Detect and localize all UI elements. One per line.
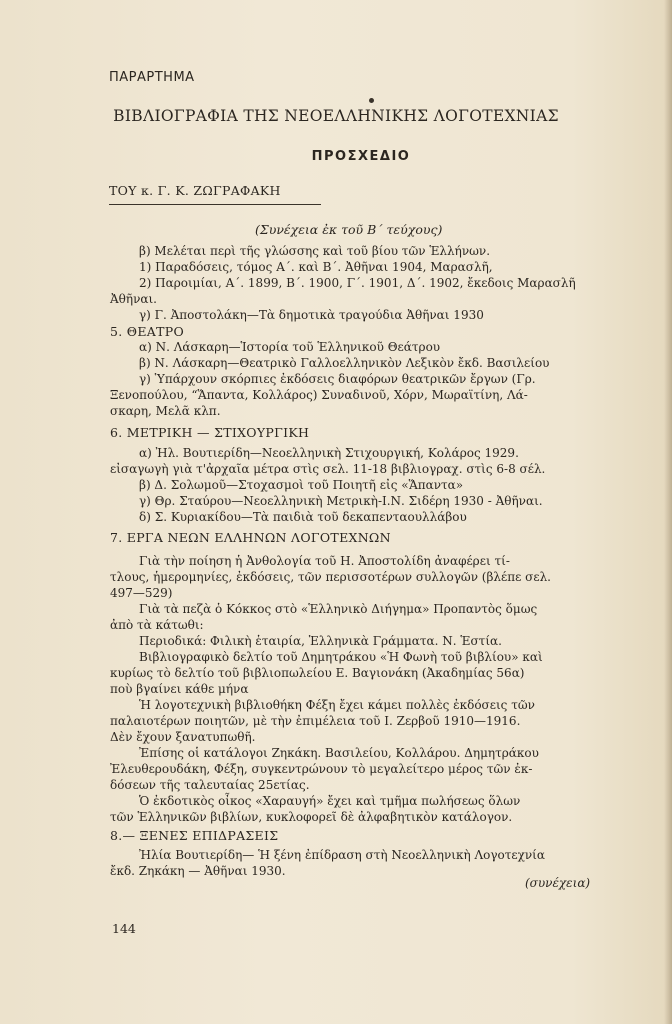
- text-line: Ἐλευθερουδάκη, Φέξη, συγκεντρώνουν τὸ μεγαλείτερο μέρος τῶν ἐκ-: [110, 762, 533, 776]
- text-line: τῶν Ἑλληνικῶν βιβλίων, κυκλοφορεῖ δὲ ἀλφαβητικὸν κατάλογον.: [110, 810, 513, 824]
- text-line: κυρίως τὸ δελτίο τοῦ βιβλιοπωλείου Ε. Βαγιονάκη (Ἀκαδημίας 56α): [110, 666, 525, 680]
- text-line: β) Δ. Σολωμοῦ—Στοχασμοὶ τοῦ Ποιητῆ εἰς «Ἅπαντα»: [139, 478, 464, 492]
- text-line: α) Ἠλ. Βουτιερίδη—Νεοελληνικὴ Στιχουργική, Κολάρος 1929.: [139, 446, 519, 460]
- text-line: Ξενοπούλου, “Ἅπαντα, Κολλάρος) Συναδινοῦ, Χόρν, Μωραϊτίνη, Λά-: [110, 388, 528, 402]
- text-line: παλαιοτέρων ποιητῶν, μὲ τὴν ἐπιμέλεια τοῦ Ι. Ζερβοῦ 1910—1916.: [110, 714, 521, 728]
- text-line: α) Ν. Λάσκαρη—Ἱστορία τοῦ Ἑλληνικοῦ Θεάτρου: [139, 340, 441, 354]
- section-heading: 8.— ΞΕΝΕΣ ΕΠΙΔΡΑΣΕΙΣ: [110, 828, 279, 843]
- text-line: δόσεων τῆς ταλευταίας 25ετίας.: [110, 778, 310, 792]
- text-line: τλους, ἡμερομηνίες, ἐκδόσεις, τῶν περισσοτέρων συλλογῶν (βλέπε σελ.: [110, 570, 551, 584]
- text-line: γ) Θρ. Σταύρου—Νεοελληνικὴ Μετρικὴ-Ι.Ν. Σιδέρη 1930 - Ἀθῆναι.: [139, 494, 543, 508]
- continued-note: (συνέχεια): [525, 876, 591, 890]
- text-line: Ἐπίσης οἱ κατάλογοι Ζηκάκη. Βασιλείου, Κολλάρου. Δημητράκου: [139, 746, 539, 760]
- text-line: 497—529): [110, 586, 173, 600]
- section-heading: 7. ΕΡΓΑ ΝΕΩΝ ΕΛΛΗΝΩΝ ΛΟΓΟΤΕΧΝΩΝ: [110, 530, 391, 545]
- text-line: δ) Σ. Κυριακίδου—Τὰ παιδιὰ τοῦ δεκαπενταουλλάβου: [139, 510, 467, 524]
- section-heading: 5. ΘΕΑΤΡΟ: [110, 324, 184, 339]
- text-line: ἀπὸ τὰ κάτωθι:: [110, 618, 204, 632]
- continuation-note: (Συνέχεια ἐκ τοῦ Β΄ τεύχους): [255, 222, 443, 237]
- text-line: Ἠλία Βουτιερίδη— Ἡ ξένη ἐπίδραση στὴ Νεοελληνικὴ Λογοτεχνία: [139, 848, 545, 862]
- author-underline: [109, 204, 321, 205]
- text-line: Γιὰ τὰ πεζὰ ὁ Κόκκος στὸ «Ἑλληνικὸ Διήγημα» Προπαντὸς ὅμως: [139, 602, 538, 616]
- appendix-heading: ΠΑΡΑΡΤΗΜΑ: [109, 70, 195, 85]
- text-line: γ) Ὑπάρχουν σκόρπιες ἐκδόσεις διαφόρων θεατρικῶν ἔργων (Γρ.: [139, 372, 536, 386]
- text-line: εἰσαγωγὴ γιὰ τ'ἀρχαῖα μέτρα στὶς σελ. 11-18 βιβλιογραχ. στὶς 6-8 σέλ.: [110, 462, 546, 476]
- section-heading: 6. ΜΕΤΡΙΚΗ — ΣΤΙΧΟΥΡΓΙΚΗ: [110, 425, 310, 440]
- text-line: Ἡ λογοτεχνικὴ βιβλιοθήκη Φέξη ἔχει κάμει πολλὲς ἐκδόσεις τῶν: [139, 698, 535, 712]
- text-line: β) Μελέται περὶ τῆς γλώσσης καὶ τοῦ βίου τῶν Ἑλλήνων.: [139, 244, 491, 258]
- author-line: ΤΟΥ κ. Γ. Κ. ΖΩΓΡΑΦΑΚΗ: [109, 183, 281, 198]
- text-line: Ἀθῆναι.: [110, 292, 157, 306]
- draft-label: ΠΡΟΣΧΕΔΙΟ: [311, 149, 411, 164]
- text-line: Βιβλιογραφικὸ δελτίο τοῦ Δημητράκου «Ἡ Φωνὴ τοῦ βιβλίου» καὶ: [139, 650, 543, 664]
- text-line: σκαρη, Μελᾶ κλπ.: [110, 404, 221, 418]
- page-number: 144: [112, 921, 136, 936]
- text-line: ἔκδ. Ζηκάκη — Ἀθῆναι 1930.: [110, 864, 286, 878]
- text-line: Δὲν ἔχουν ξανατυπωθῆ.: [110, 730, 256, 744]
- text-line: 2) Παροιμίαι, Α΄. 1899, Β΄. 1900, Γ΄. 1901, Δ΄. 1902, ἔκεδοις Μαρασλῆ: [139, 276, 576, 290]
- text-line: 1) Παραδόσεις, τόμος Α΄. καὶ Β΄. Ἀθῆναι 1904, Μαρασλῆ,: [139, 260, 493, 274]
- text-line: Γιὰ τὴν ποίηση ἡ Ἀνθολογία τοῦ Η. Ἀποστολίδη ἀναφέρει τί-: [139, 554, 510, 568]
- text-line: Ὁ ἐκδοτικὸς οἶκος «Χαραυγή» ἔχει καὶ τμῆμα πωλήσεως ὅλων: [139, 794, 521, 808]
- text-line: ποὺ βγαίνει κάθε μήνα: [110, 682, 249, 696]
- text-line: β) Ν. Λάσκαρη—Θεατρικὸ Γαλλοελληνικὸν Λεξικὸν ἔκδ. Βασιλείου: [139, 356, 550, 370]
- text-line: Περιοδικά: Φιλικὴ ἑταιρία, Ἑλληνικὰ Γράμματα. Ν. Ἑστία.: [139, 634, 502, 648]
- page-title: ΒΙΒΛΙΟΓΡΑΦΙΑ ΤΗΣ ΝΕΟΕΛΛΗΝΙΚΗΣ ΛΟΓΟΤΕΧΝΙΑΣ: [113, 107, 559, 125]
- ink-dot: [369, 98, 374, 103]
- text-line: γ) Γ. Ἀποστολάκη—Τὰ δημοτικὰ τραγούδια Ἀθῆναι 1930: [139, 308, 484, 322]
